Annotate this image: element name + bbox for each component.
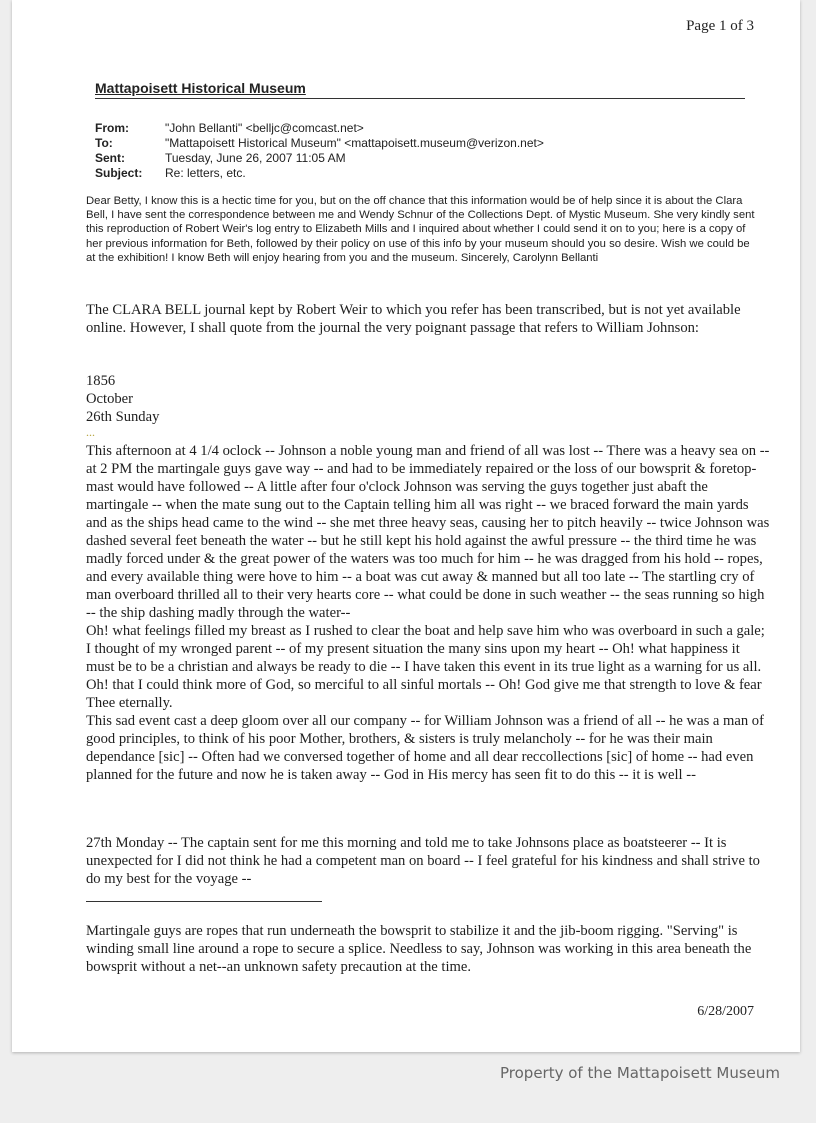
sent-label: Sent: xyxy=(95,151,125,165)
to-row xyxy=(95,136,544,151)
reply-paragraph: The CLARA BELL journal kept by Robert Weir to which you refer has been transcribed, but is not yet available online. However, I shall quote from the journal the very poignant passage that refers to William Johnson: xyxy=(86,302,741,336)
from-row xyxy=(95,121,544,136)
document-page xyxy=(12,0,800,1052)
journal-day: 26th Sunday xyxy=(86,409,160,425)
journal-day27: 27th Monday -- The captain sent for me this morning and told me to take Johnsons place as boatsteerer -- It is unexpected for I did not think he had a competent man on board -- I feel grateful for his kindness and shall strive to do my best for the voyage -- xyxy=(86,835,760,887)
from-value: "John Bellanti" <belljc@comcast.net> xyxy=(165,121,364,135)
journal-year: 1856 xyxy=(86,373,116,389)
to-label: To: xyxy=(95,136,113,150)
ellipsis: ... xyxy=(86,425,95,439)
from-label: From: xyxy=(95,121,129,135)
sent-value: Tuesday, June 26, 2007 11:05 AM xyxy=(165,151,346,165)
subject-label: Subject: xyxy=(95,166,143,180)
page-number: Page 1 of 3 xyxy=(686,18,754,34)
journal-paragraph: This afternoon at 4 1/4 oclock -- Johnson a noble young man and friend of all was lost -- There was a heavy sea on -- at 2 PM the martingale guys gave way -- and had to be immediately repaired or the loss of our bowsprit & foretop-mast would have followed -- A little after four o'clock Johnson was serving the guys together just abaft the martingale -- when the mate sung out to the Captain telling him all was right -- we braced forward the main yards and as the ships head came to the wind -- she met three heavy seas, causing her to pitch heavily -- twice Johnson was dashed several feet beneath the water -- but he still kept his hold against the awful pressure -- the third time he was madly forced under & the great power of the waters was too much for him -- he was dragged from his hold -- ropes, and every available thing were hove to him -- a boat was cut away & manned but all too late -- The startling cry of man overboard thrilled all to their very hearts core -- what could be done in such weather -- the seas running so high -- the ship dashing madly through the water-- xyxy=(86,443,770,621)
watermark: Property of the Mattapoisett Museum xyxy=(500,1064,780,1082)
subject-row xyxy=(95,166,544,181)
journal-paragraph: This sad event cast a deep gloom over all our company -- for William Johnson was a friend of all -- he was a man of good principles, to think of his poor Mother, brothers, & sisters is truly melancholy -- for he was their main dependance [sic] -- Often had we conversed together of home and all dear reccollections [sic] of home -- had even planned for the future and now he is taken away -- God in His mercy has seen fit to do this -- it is well -- xyxy=(86,713,764,783)
journal-paragraph: Oh! what feelings filled my breast as I rushed to clear the boat and help save him who was overboard in such a gale; I thought of my wronged parent -- of my present situation the many sins upon my heart -- Oh! what happiness it must be to be a christian and always be ready to die -- I have taken this event in its true light as a warning for us all. Oh! that I could think more of God, so merciful to all sinful mortals -- Oh! God give me that strength to love & fear Thee eternally. xyxy=(86,623,765,711)
footer-date: 6/28/2007 xyxy=(697,1004,754,1019)
journal-month: October xyxy=(86,391,134,407)
journal-date xyxy=(86,372,770,426)
subject-value: Re: letters, etc. xyxy=(165,166,246,180)
museum-title: Mattapoisett Historical Museum xyxy=(95,80,306,96)
to-value: "Mattapoisett Historical Museum" <mattapoisett.museum@verizon.net> xyxy=(165,136,544,150)
intro-message: Dear Betty, I know this is a hectic time for you, but on the off chance that this information would be of help since it is about the Clara Bell, I have sent the correspondence between me and Wendy Schnur of the Collections Dept. of Mystic Museum. She very kindly sent this reproduction of Robert Weir's log entry to Elizabeth Mills and I inquired about whether I could send it on to you; here is a copy of her previous information for Beth, followed by their policy on use of this info by your museum should you so desire. Wish we could be at the exhibition! I know Beth will enjoy hearing from you and the museum. Sincerely, Carolynn Bellanti xyxy=(86,195,755,264)
museum-header xyxy=(95,80,745,99)
footnote-divider xyxy=(86,901,322,902)
journal-entry xyxy=(86,442,770,784)
email-metadata xyxy=(95,121,544,181)
footnote: Martingale guys are ropes that run underneath the bowsprit to stabilize it and the jib-boom rigging. "Serving" is winding small line around a rope to secure a splice. Needless to say, Johnson was working in this area beneath the bowsprit without a net--an unknown safety precaution at the time. xyxy=(86,923,752,975)
sent-row xyxy=(95,151,544,166)
